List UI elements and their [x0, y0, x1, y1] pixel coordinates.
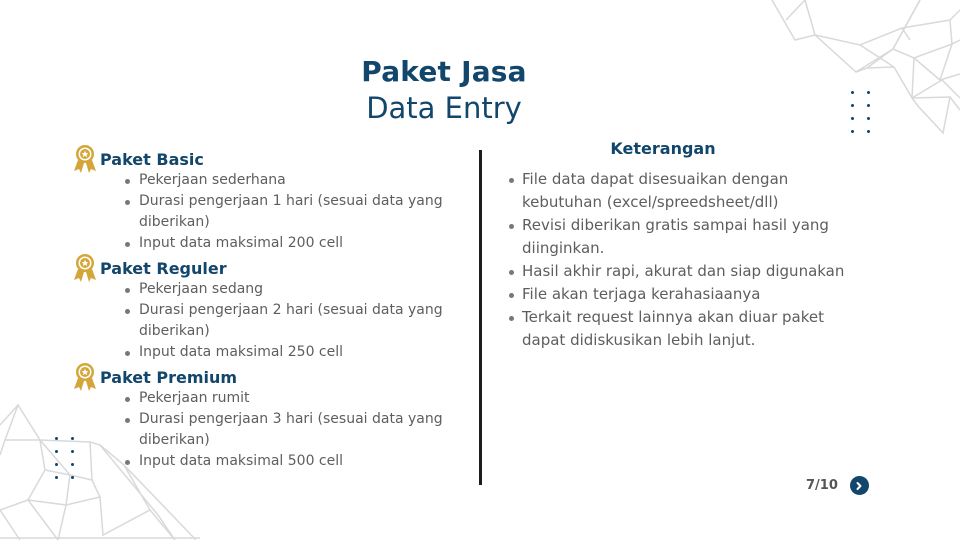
list-item: File akan terjaga kerahasiaanya — [508, 283, 848, 306]
list-item: Input data maksimal 200 cell — [124, 233, 472, 254]
slide-pager — [806, 476, 869, 495]
list-item: Input data maksimal 250 cell — [124, 342, 472, 363]
list-item: Durasi pengerjaan 3 hari (sesuai data yang diberikan) — [124, 409, 472, 451]
list-item: Pekerjaan rumit — [124, 388, 472, 409]
package-title: Paket Reguler — [100, 258, 227, 278]
list-item: Pekerjaan sederhana — [124, 170, 472, 191]
slide-title: Paket Jasa — [361, 55, 527, 88]
package-basic — [72, 148, 472, 254]
package-title: Paket Premium — [100, 367, 238, 387]
column-divider — [479, 150, 482, 485]
award-medal-icon — [72, 253, 98, 283]
chevron-right-icon — [854, 481, 864, 491]
list-item: Terkait request lainnya akan diuar paket dapat didiskusikan lebih lanjut. — [508, 306, 848, 352]
list-item: File data dapat disesuaikan dengan kebutuhan (excel/spreedsheet/dll) — [508, 168, 848, 214]
package-title: Paket Basic — [100, 149, 204, 169]
list-item: Revisi diberikan gratis sampai hasil yang diinginkan. — [508, 214, 848, 260]
list-item: Input data maksimal 500 cell — [124, 451, 472, 472]
list-item: Pekerjaan sedang — [124, 279, 472, 300]
keterangan-title: Keterangan — [610, 139, 716, 158]
award-medal-icon — [72, 144, 98, 174]
slide-subtitle: Data Entry — [366, 91, 522, 125]
package-premium — [72, 366, 472, 472]
package-reguler — [72, 257, 472, 363]
list-item: Durasi pengerjaan 1 hari (sesuai data yang diberikan) — [124, 191, 472, 233]
list-item: Durasi pengerjaan 2 hari (sesuai data yang diberikan) — [124, 300, 472, 342]
page-number: 7/10 — [806, 478, 838, 493]
package-list — [72, 148, 472, 475]
keterangan-section — [508, 138, 848, 352]
list-item: Hasil akhir rapi, akurat dan siap digunakan — [508, 260, 848, 283]
slide-title-block — [0, 54, 888, 126]
next-slide-button[interactable] — [850, 476, 869, 495]
award-medal-icon — [72, 362, 98, 392]
